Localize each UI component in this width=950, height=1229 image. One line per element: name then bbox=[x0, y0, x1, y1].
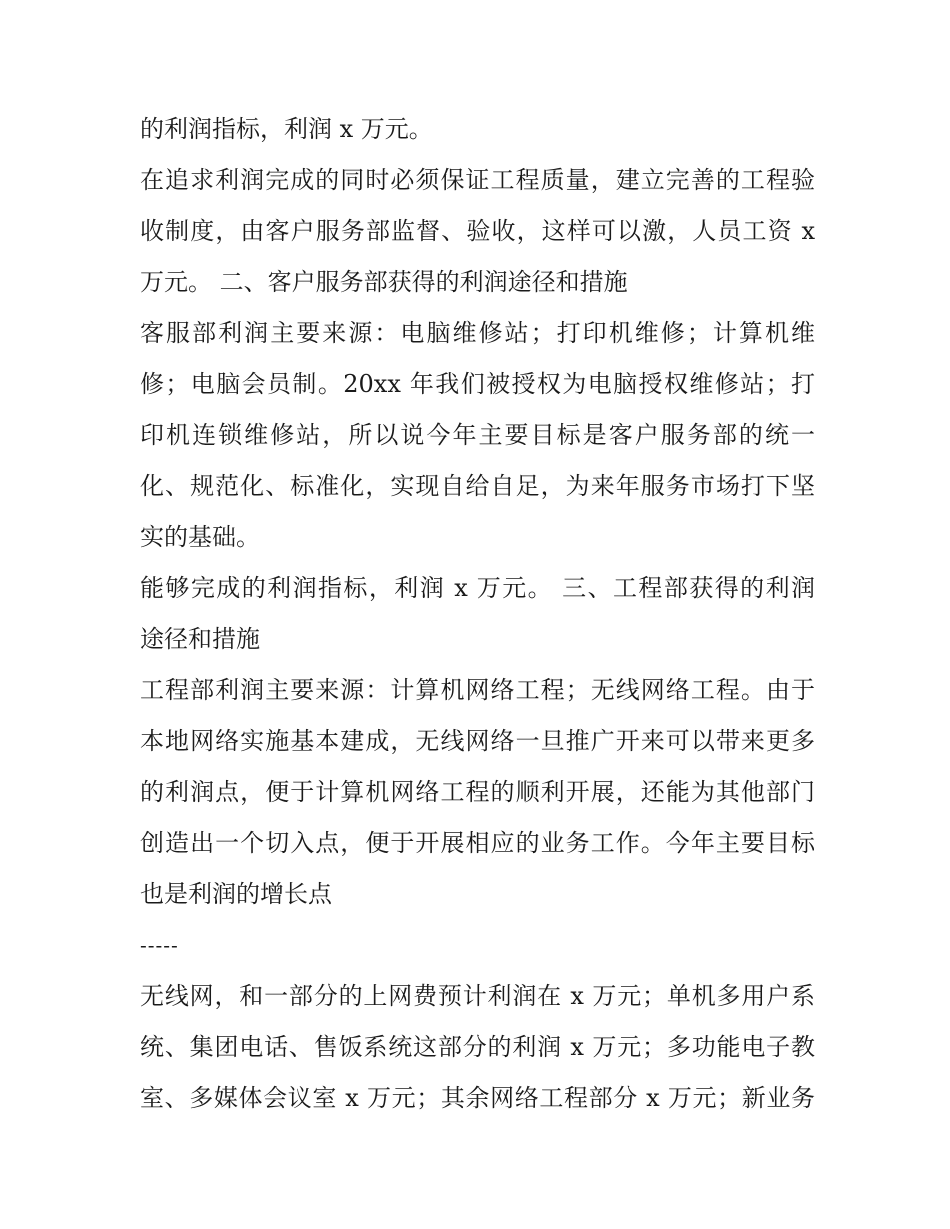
section-separator: ----- bbox=[140, 933, 179, 957]
text-line: 本地网络实施基本建成，无线网络一旦推广开来可以带来更多 bbox=[140, 727, 815, 755]
text-line: 途径和措施 bbox=[140, 625, 260, 653]
text-line: 室、多媒体会议室 x 万元；其余网络工程部分 x 万元；新业务 bbox=[140, 1084, 815, 1112]
text-line: 实的基础。 bbox=[140, 523, 260, 551]
text-line: 印机连锁维修站，所以说今年主要目标是客户服务部的统一 bbox=[140, 421, 815, 449]
text-line: 创造出一个切入点，便于开展相应的业务工作。今年主要目标 bbox=[140, 829, 815, 857]
text-line: 的利润指标，利润 x 万元。 bbox=[140, 115, 433, 143]
text-line: 收制度，由客户服务部监督、验收，这样可以激，人员工资 x bbox=[140, 217, 815, 245]
text-line: 工程部利润主要来源：计算机网络工程；无线网络工程。由于 bbox=[140, 676, 815, 704]
text-line: 在追求利润完成的同时必须保证工程质量，建立完善的工程验 bbox=[140, 166, 815, 194]
document-body bbox=[140, 104, 815, 1124]
text-line: 也是利润的增长点 bbox=[140, 880, 332, 908]
text-line: 能够完成的利润指标，利润 x 万元。 三、工程部获得的利润 bbox=[140, 574, 815, 602]
text-line: 万元。 二、客户服务部获得的利润途径和措施 bbox=[140, 268, 628, 296]
text-line: 统、集团电话、售饭系统这部分的利润 x 万元；多功能电子教 bbox=[140, 1033, 815, 1061]
text-line: 修；电脑会员制。20xx 年我们被授权为电脑授权维修站；打 bbox=[140, 370, 815, 398]
text-line: 无线网，和一部分的上网费预计利润在 x 万元；单机多用户系 bbox=[140, 982, 815, 1010]
text-line: 化、规范化、标准化，实现自给自足，为来年服务市场打下坚 bbox=[140, 472, 815, 500]
text-line: 的利润点，便于计算机网络工程的顺利开展，还能为其他部门 bbox=[140, 778, 815, 806]
text-line: 客服部利润主要来源：电脑维修站；打印机维修；计算机维 bbox=[140, 319, 815, 347]
